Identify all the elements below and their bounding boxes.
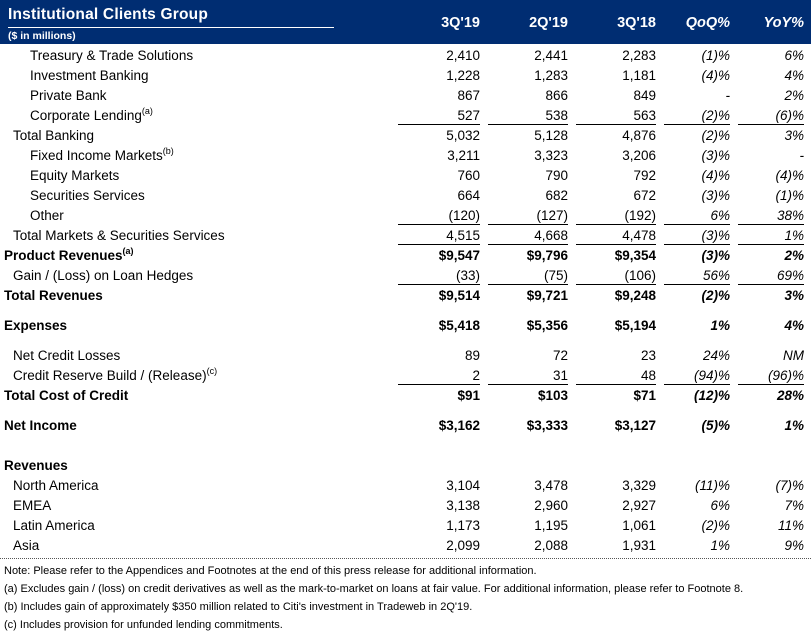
row-label: Total Revenues [4, 288, 103, 303]
value-cell: 2,410 [446, 48, 480, 63]
footnote-note: Note: Please refer to the Appendices and Footnotes at the end of this press release for additional information. [4, 565, 537, 577]
value-cell: 4% [784, 68, 804, 83]
value-cell: 3,478 [534, 478, 568, 493]
value-cell: $9,248 [614, 288, 656, 303]
value-cell: 48 [576, 366, 656, 385]
value-cell: 28% [776, 388, 804, 403]
value-cell: (2)% [701, 518, 730, 533]
footnote-line: (a) Excludes gain / (loss) on credit derivatives as well as the mark-to-market on loans at fair value. For additional information, please refer to Footnote 8. [4, 583, 744, 595]
value-cell: $71 [633, 388, 656, 403]
value-cell: $3,162 [438, 418, 480, 433]
value-cell: 760 [457, 168, 480, 183]
table-body [0, 44, 811, 556]
row-label: Credit Reserve Build / (Release)$^{(c)}$ [13, 366, 218, 383]
footnote-line: (b) Includes gain of approximately $350 million related to Citi's investment in Tradeweb in 2Q'19. [4, 601, 473, 613]
value-cell: $91 [457, 388, 480, 403]
value-cell: $9,796 [526, 248, 568, 263]
value-cell: 2 [398, 366, 480, 385]
value-cell: 3% [784, 128, 804, 143]
column-header: YoY% [763, 15, 804, 31]
row-label: Gain / (Loss) on Loan Hedges [13, 268, 194, 283]
row-label: Latin America [13, 518, 95, 533]
row-label: Private Bank [30, 88, 107, 103]
value-cell [488, 456, 568, 475]
table-row [0, 146, 811, 166]
value-cell: 24% [702, 348, 730, 363]
column-header: 3Q'18 [617, 15, 656, 31]
table-row [0, 316, 811, 336]
value-cell: $5,194 [614, 318, 656, 333]
value-cell: 2,283 [622, 48, 656, 63]
value-cell: (106) [576, 266, 656, 285]
value-cell: (3)% [701, 248, 730, 263]
value-cell: 1% [738, 226, 804, 245]
value-cell: (1)% [775, 188, 804, 203]
column-header: 2Q'19 [529, 15, 568, 31]
row-label: Total Cost of Credit [4, 388, 129, 403]
value-cell: 792 [633, 168, 656, 183]
value-cell: (7)% [775, 478, 804, 493]
value-cell: 1,181 [622, 68, 656, 83]
footnote-ref: (a) [141, 106, 153, 116]
value-cell: (120) [398, 206, 480, 225]
value-cell: (33) [398, 266, 480, 285]
value-cell: 527 [398, 106, 480, 125]
value-cell: 89 [464, 348, 480, 363]
value-cell: 38% [738, 206, 804, 225]
value-cell: $103 [537, 388, 568, 403]
table-row [0, 456, 811, 476]
page-title: Institutional Clients Group [8, 6, 334, 28]
value-cell: 23 [640, 348, 656, 363]
value-cell: (4)% [701, 68, 730, 83]
section-spacer [0, 336, 811, 346]
table-row [0, 266, 811, 286]
units-label: ($ in millions) [8, 30, 76, 42]
row-label: Other [30, 208, 64, 223]
table-row [0, 416, 811, 436]
value-cell: (4)% [701, 168, 730, 183]
value-cell: 563 [576, 106, 656, 125]
value-cell: 6% [784, 48, 804, 63]
table-row [0, 516, 811, 536]
value-cell: (3)% [701, 188, 730, 203]
value-cell: (3)% [664, 226, 730, 245]
footnotes [0, 558, 811, 634]
footnote-ref: (a) [122, 246, 134, 256]
row-label: Corporate Lending$^{(a)}$ [30, 106, 153, 123]
value-cell: (5)% [701, 418, 730, 433]
value-cell: 31 [488, 366, 568, 385]
row-label: Investment Banking [30, 68, 149, 83]
value-cell: 2% [784, 88, 804, 103]
value-cell: $5,356 [526, 318, 568, 333]
table-row [0, 346, 811, 366]
value-cell: (1)% [701, 48, 730, 63]
value-cell: 4,668 [488, 226, 568, 245]
value-cell: 1,283 [534, 68, 568, 83]
value-cell: 3,104 [446, 478, 480, 493]
value-cell [664, 456, 730, 475]
value-cell: $9,514 [438, 288, 480, 303]
value-cell [576, 456, 656, 475]
value-cell: 3,329 [622, 478, 656, 493]
row-label: Net Income [4, 418, 77, 433]
value-cell: 6% [664, 206, 730, 225]
table-row [0, 126, 811, 146]
table-header [0, 0, 811, 44]
value-cell: 1% [710, 538, 730, 553]
row-label: EMEA [13, 498, 52, 513]
value-cell: (127) [488, 206, 568, 225]
value-cell: 3% [784, 288, 804, 303]
value-cell: (3)% [701, 148, 730, 163]
footnote-ref: (b) [162, 146, 174, 156]
value-cell: 4,876 [622, 128, 656, 143]
value-cell: 1,173 [446, 518, 480, 533]
value-cell: 1,061 [622, 518, 656, 533]
value-cell: 664 [457, 188, 480, 203]
value-cell: 5,032 [446, 128, 480, 143]
table-row [0, 46, 811, 66]
row-label: Asia [13, 538, 40, 553]
row-label: Securities Services [30, 188, 145, 203]
value-cell: 2,927 [622, 498, 656, 513]
value-cell [398, 456, 480, 475]
value-cell: (96)% [738, 366, 804, 385]
value-cell: 72 [552, 348, 568, 363]
value-cell: $9,721 [526, 288, 568, 303]
value-cell: 3,211 [447, 148, 480, 163]
row-label: Revenues [4, 458, 68, 473]
value-cell: 6% [710, 498, 730, 513]
row-label: Product Revenues$^{(a)}$ [4, 246, 134, 263]
column-headers [390, 2, 811, 44]
value-cell: NM [783, 348, 804, 363]
table-row [0, 476, 811, 496]
value-cell: 2,088 [534, 538, 568, 553]
value-cell: 672 [633, 188, 656, 203]
value-cell: - [725, 88, 730, 103]
table-row [0, 166, 811, 186]
table-row [0, 246, 811, 266]
table-row [0, 66, 811, 86]
value-cell: 69% [738, 266, 804, 285]
value-cell: 1,195 [534, 518, 568, 533]
value-cell: $9,354 [614, 248, 656, 263]
value-cell: 4% [784, 318, 804, 333]
table-row [0, 226, 811, 246]
table-row [0, 366, 811, 386]
title-block [0, 2, 390, 44]
value-cell: (2)% [664, 106, 730, 125]
value-cell: 2,099 [446, 538, 480, 553]
value-cell: $3,127 [614, 418, 656, 433]
row-label: Total Banking [13, 128, 95, 143]
value-cell: 1,228 [446, 68, 480, 83]
value-cell: (11)% [694, 478, 730, 493]
row-label: Equity Markets [30, 168, 120, 183]
row-label: North America [13, 478, 99, 493]
value-cell: 1,931 [622, 538, 656, 553]
value-cell: 867 [457, 88, 480, 103]
table-row [0, 286, 811, 306]
value-cell: 682 [545, 188, 568, 203]
value-cell: 3,323 [534, 148, 568, 163]
value-cell: (2)% [701, 128, 730, 143]
value-cell: 790 [545, 168, 568, 183]
value-cell: 56% [664, 266, 730, 285]
value-cell: - [799, 148, 804, 163]
row-label: Expenses [4, 318, 68, 333]
column-header: 3Q'19 [441, 15, 480, 31]
value-cell: 11% [777, 518, 804, 533]
row-label: Fixed Income Markets$^{(b)}$ [30, 146, 174, 163]
value-cell: (192) [576, 206, 656, 225]
table-row [0, 496, 811, 516]
value-cell: 3,206 [622, 148, 656, 163]
value-cell: 5,128 [534, 128, 568, 143]
value-cell: (6)% [738, 106, 804, 125]
value-cell: 2,441 [534, 48, 568, 63]
value-cell: $5,418 [438, 318, 480, 333]
value-cell: 4,515 [398, 226, 480, 245]
value-cell: 538 [488, 106, 568, 125]
column-header: QoQ% [685, 15, 730, 31]
value-cell: 2,960 [534, 498, 568, 513]
value-cell: 1% [784, 418, 804, 433]
value-cell: 7% [784, 498, 804, 513]
table-row [0, 386, 811, 406]
table-row [0, 106, 811, 126]
value-cell: 849 [633, 88, 656, 103]
section-spacer [0, 436, 811, 456]
value-cell: $9,547 [438, 248, 480, 263]
value-cell: (94)% [664, 366, 730, 385]
row-label: Net Credit Losses [13, 348, 121, 363]
value-cell: (2)% [701, 288, 730, 303]
value-cell: (4)% [775, 168, 804, 183]
table-row [0, 536, 811, 556]
value-cell: 1% [710, 318, 730, 333]
value-cell: 2% [784, 248, 804, 263]
row-label: Total Markets & Securities Services [13, 228, 225, 243]
section-spacer [0, 306, 811, 316]
value-cell: 3,138 [446, 498, 480, 513]
table-row [0, 86, 811, 106]
table-row [0, 186, 811, 206]
value-cell [738, 456, 804, 475]
row-label: Treasury & Trade Solutions [30, 48, 194, 63]
value-cell: (75) [488, 266, 568, 285]
footnote-line: (c) Includes provision for unfunded lending commitments. [4, 619, 283, 631]
section-spacer [0, 406, 811, 416]
value-cell: (12)% [693, 388, 730, 403]
value-cell: 9% [784, 538, 804, 553]
value-cell: 866 [545, 88, 568, 103]
footnote-ref: (c) [206, 366, 218, 376]
value-cell: $3,333 [526, 418, 568, 433]
table-row [0, 206, 811, 226]
value-cell: 4,478 [576, 226, 656, 245]
